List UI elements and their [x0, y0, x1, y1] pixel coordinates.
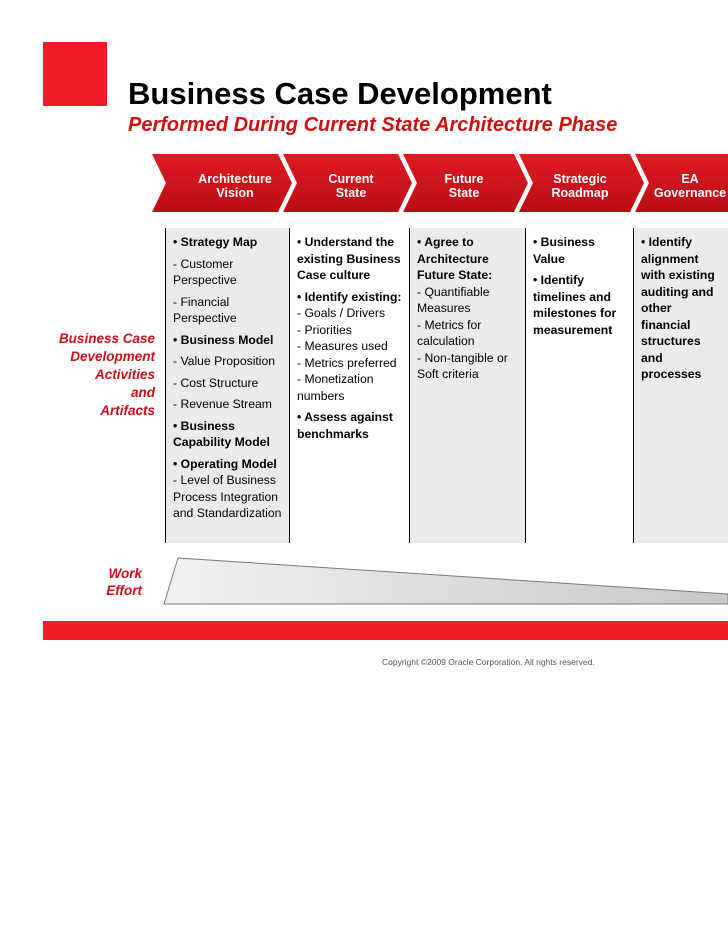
list-item: - Value Proposition: [173, 354, 276, 368]
phase-label-ea-governance: EA Governance: [653, 172, 727, 200]
list-item: - Level of Business Process Integration and Standardization: [173, 473, 282, 520]
column-future-state: [409, 228, 525, 543]
list-item: • Identify alignment with existing auditing and other financial structures and processes: [641, 235, 715, 381]
footer-red-bar: [43, 621, 728, 640]
page-title: Business Case Development: [128, 76, 552, 111]
phase-label-future-state: Future State: [444, 172, 484, 200]
list-item: • Business Capability Model: [173, 418, 270, 449]
column-ea-governance: [633, 228, 728, 543]
list-item: - Measures used: [297, 339, 388, 353]
column-strategic-roadmap: [525, 228, 633, 543]
list-item: - Non-tangible or Soft criteria: [417, 350, 508, 381]
list-item: - Customer Perspective: [173, 256, 237, 287]
column-architecture-vision: [165, 228, 289, 543]
copyright-text: Copyright ©2009 Oracle Corporation. All rights reserved.: [382, 657, 595, 667]
oracle-logo-square: [43, 42, 107, 106]
list-item: - Cost Structure: [173, 375, 259, 390]
list-item: • Business Value: [533, 235, 595, 266]
list-item: - Revenue Stream: [173, 397, 272, 411]
list-item: - Quantifiable Measures: [417, 284, 490, 315]
list-item: - Metrics preferred: [297, 355, 397, 370]
list-item: • Agree to Architecture Future State:: [417, 235, 493, 282]
row-label-activities: Business Case Development Activities and Artifacts: [58, 331, 155, 418]
list-item: • Understand the existing Business Case culture: [297, 235, 401, 282]
list-item: • Business Model: [173, 332, 274, 347]
list-item: - Monetization numbers: [297, 372, 374, 403]
phase-label-strategic-roadmap: Strategic Roadmap: [551, 172, 609, 200]
column-current-state: [289, 228, 409, 543]
list-item: - Metrics for calculation: [417, 317, 482, 348]
list-item: • Identify timelines and milestones for measurement: [533, 273, 617, 337]
list-item: - Priorities: [297, 322, 352, 337]
work-effort-wedge: [150, 556, 728, 606]
page-subtitle: Performed During Current State Architecture Phase: [128, 114, 618, 136]
list-item: • Strategy Map: [173, 235, 258, 249]
phase-label-architecture-vision: Architecture Vision: [198, 172, 272, 200]
list-item: - Financial Perspective: [173, 294, 237, 325]
activities-grid: [165, 228, 728, 543]
list-item: • Assess against benchmarks: [297, 410, 393, 441]
list-item: • Operating Model: [173, 456, 277, 471]
phase-label-current-state: Current State: [328, 172, 374, 200]
work-effort-label: Work Effort: [106, 566, 142, 598]
list-item: - Goals / Drivers: [297, 306, 386, 320]
list-item: • Identify existing:: [297, 289, 402, 304]
